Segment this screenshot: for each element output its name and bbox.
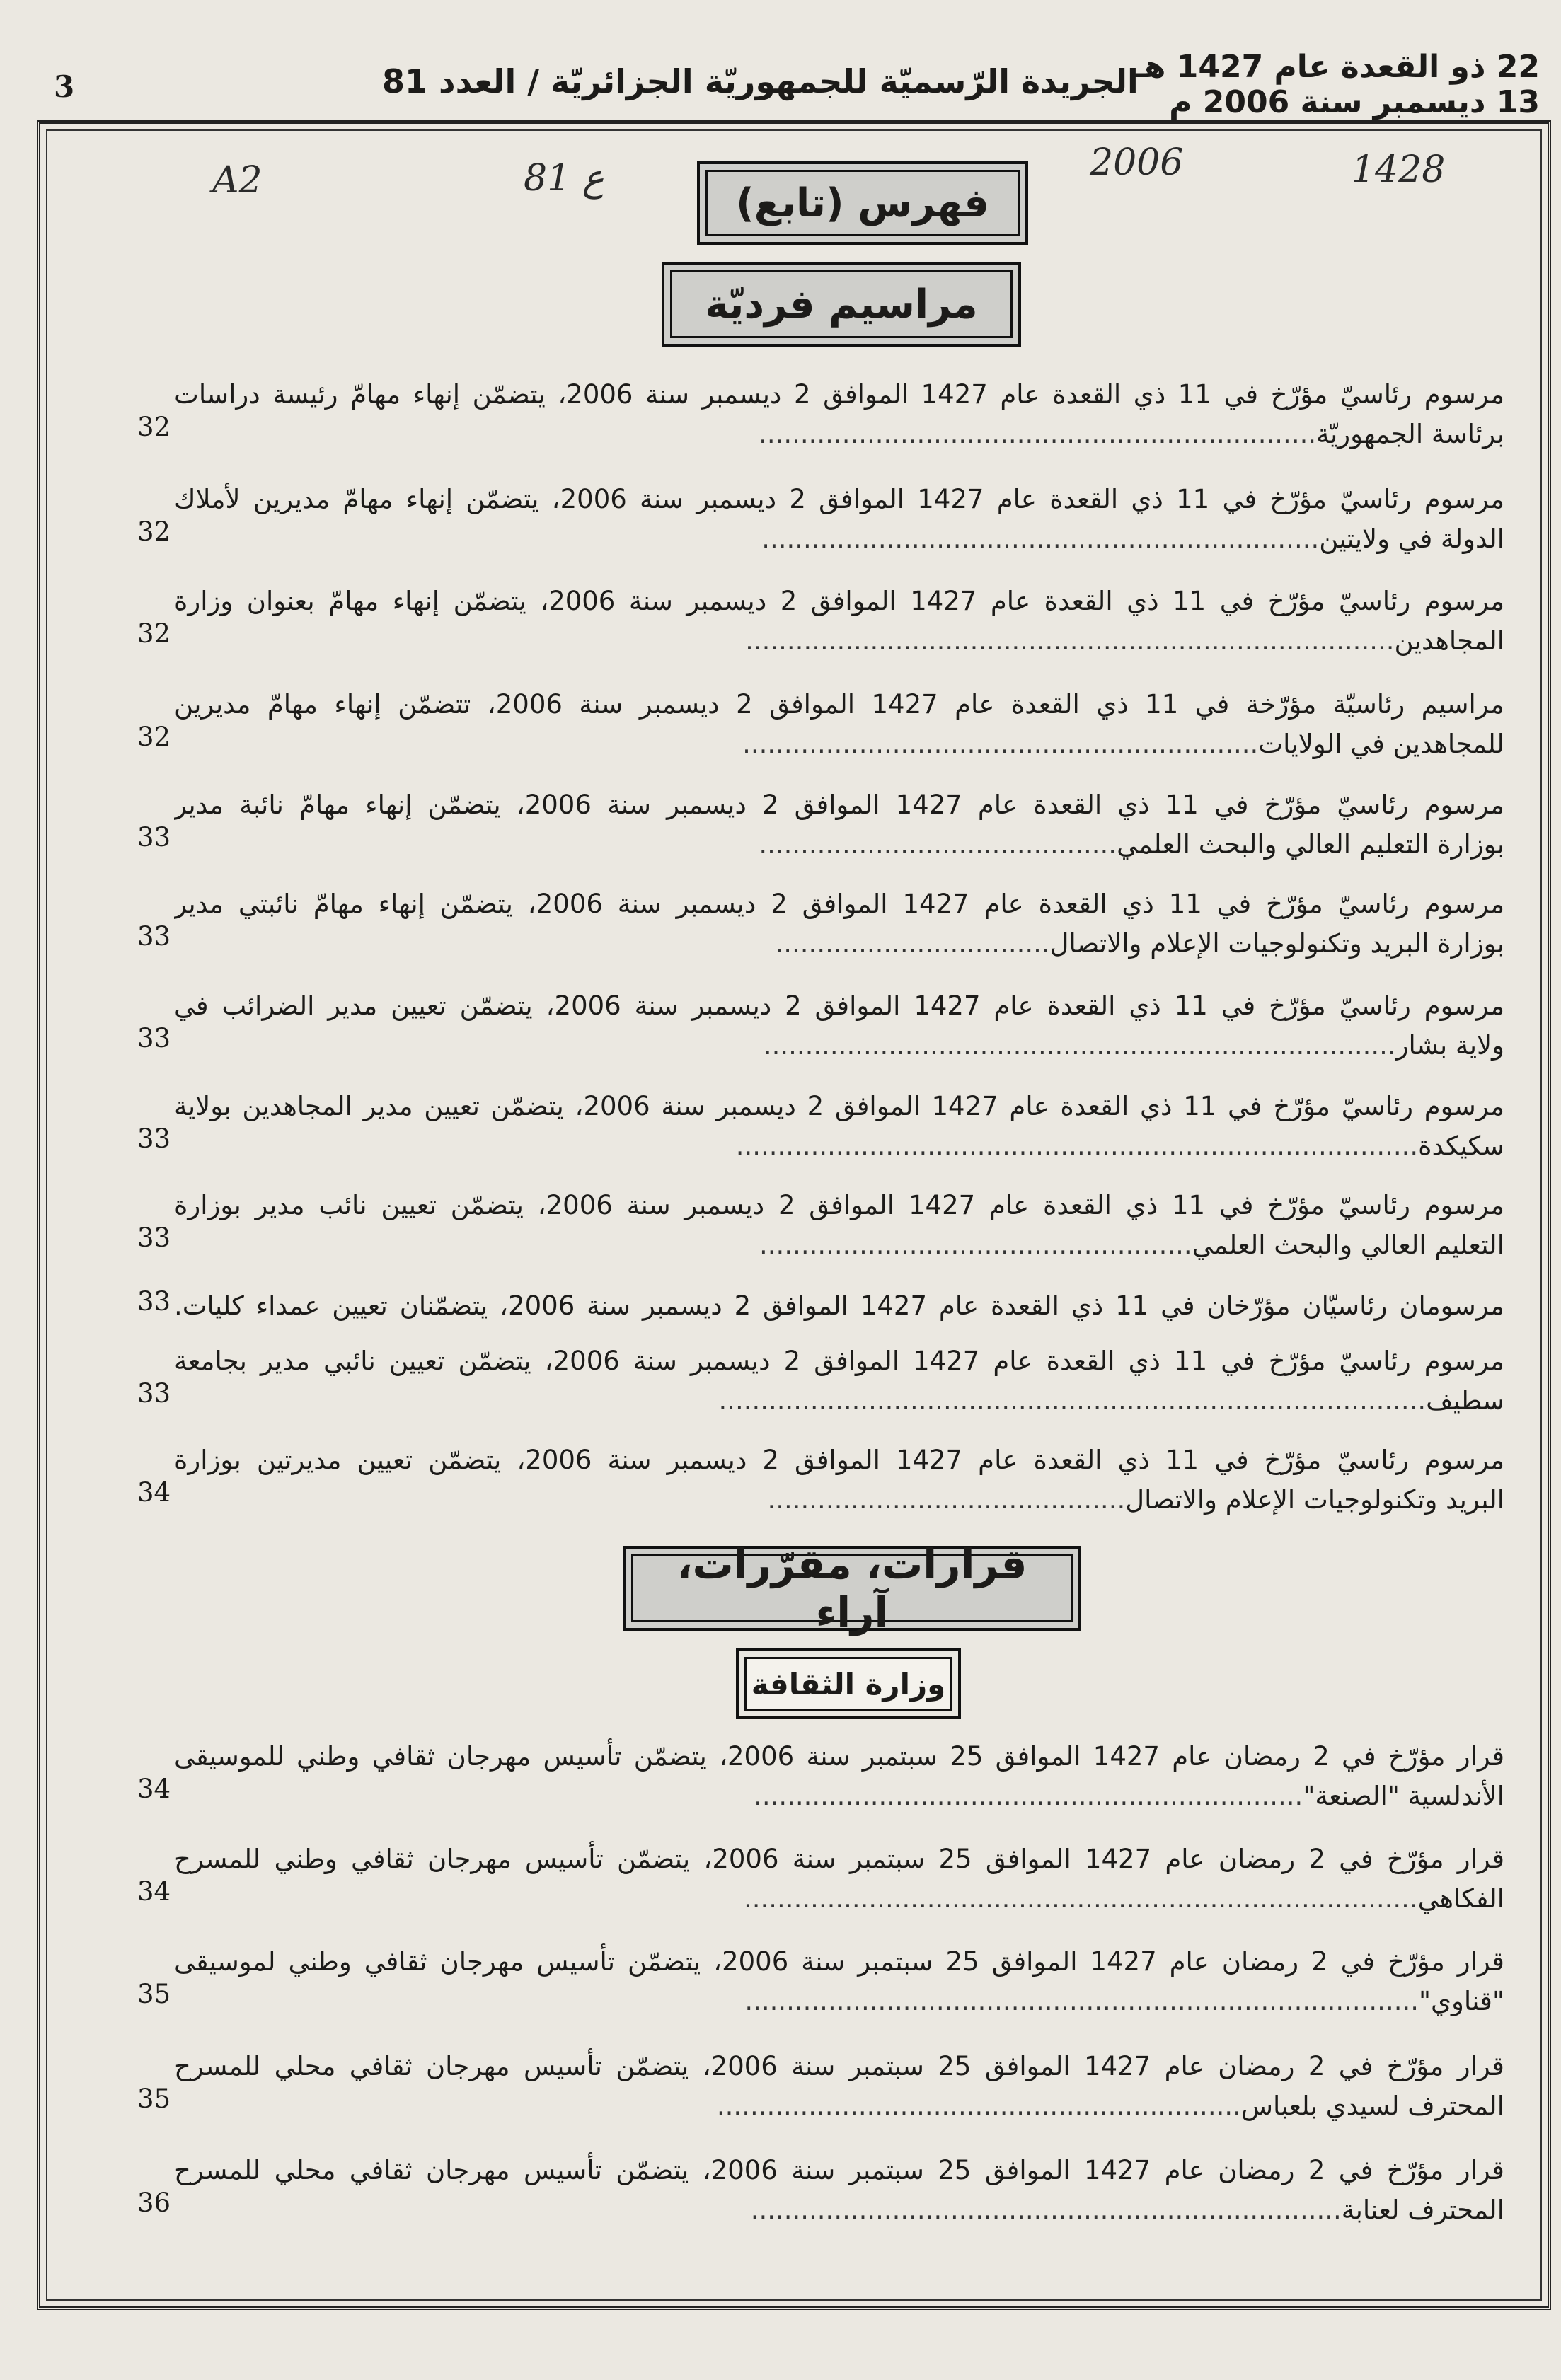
entry-text-line1: مرسوم رئاسيّ مؤرّخ في 11 ذي القعدة عام 1427 الموافق 2 ديسمبر سنة 2006، يتضمّن تعيين مديرتين بوزارة: [174, 1445, 1504, 1475]
entry-text-line2-label: للمجاهدين في الولايات: [1258, 729, 1504, 759]
decisions-title: قرارات، مقرّرات، آراء: [631, 1554, 1073, 1622]
entry-text-line1: قرار مؤرّخ في 2 رمضان عام 1427 الموافق 25 سبتمبر سنة 2006، يتضمّن تأسيس مهرجان ثقافي وطني للمسرح: [174, 1844, 1504, 1874]
entry-page-number: 32: [137, 516, 171, 547]
entry-text-line1: مرسوم رئاسيّ مؤرّخ في 11 ذي القعدة عام 1427 الموافق 2 ديسمبر سنة 2006، يتضمّن تعيين مدير المجاهدين بولاية: [174, 1091, 1504, 1121]
leader-dots: .......................................................................: [750, 2195, 1342, 2225]
leader-dots: ...................................................................: [761, 524, 1320, 554]
entry-text-line2-label: برئاسة الجمهوريّة: [1316, 419, 1504, 449]
entry-text-line2-label: سطيف: [1426, 1385, 1504, 1416]
leader-dots: ...........................................: [767, 1484, 1126, 1515]
gazette-title: الجريدة الرّسميّة للجمهوريّة الجزائريّة / العدد 81: [382, 62, 1139, 100]
entry-text-line2-label: الدولة في ولايتين: [1319, 524, 1504, 554]
entry-page-number: 33: [137, 1378, 171, 1409]
leader-dots: ...............................................................: [716, 2091, 1241, 2121]
entry-page-number: 33: [137, 1286, 171, 1317]
decision-entry: [137, 1942, 1504, 2021]
entry-page-number: 32: [137, 722, 171, 752]
entry-text-line2-label: التعليم العالي والبحث العلمي: [1192, 1230, 1504, 1260]
entry-text-line2-label: بوزارة التعليم العالي والبحث العلمي: [1117, 829, 1504, 860]
date-gregorian: 13 ديسمبر سنة 2006 م: [1169, 84, 1540, 120]
leader-dots: ............................................................................: [763, 1030, 1396, 1061]
index-continued-title: فهرس (تابع): [705, 170, 1020, 236]
entry-text-line1: مرسوم رئاسيّ مؤرّخ في 11 ذي القعدة عام 1427 الموافق 2 ديسمبر سنة 2006، يتضمّن إنهاء مهامّ نائبتي مدير: [174, 889, 1504, 919]
decision-entry: [137, 2047, 1504, 2126]
entry-page-number: 33: [137, 1123, 171, 1154]
entry-text-line2-label: بوزارة البريد وتكنولوجيات الإعلام والاتصال: [1049, 928, 1504, 959]
ministry-culture-title: وزارة الثقافة: [744, 1657, 952, 1711]
entry-text-line1: مرسوم رئاسيّ مؤرّخ في 11 ذي القعدة عام 1427 الموافق 2 ديسمبر سنة 2006، يتضمّن تعيين نائب مدير بوزارة: [174, 1190, 1504, 1220]
entry-text-line1: قرار مؤرّخ في 2 رمضان عام 1427 الموافق 25 سبتمبر سنة 2006، يتضمّن تأسيس مهرجان ثقافي وطني للموسيقى: [174, 1741, 1504, 1772]
leader-dots: ...........................................: [759, 829, 1117, 860]
entry-text-line2-label: ولاية بشار: [1395, 1030, 1504, 1061]
entry-text-line2-label: سكيكدة: [1418, 1131, 1504, 1161]
leader-dots: .................................................................................: [744, 1986, 1419, 2016]
entry-text-line2: [174, 1982, 1504, 2021]
decision-entry: [137, 1737, 1504, 1816]
entry-text-line1: مرسوم رئاسيّ مؤرّخ في 11 ذي القعدة عام 1427 الموافق 2 ديسمبر سنة 2006، يتضمّن إنهاء مهامّ نائبة مدير: [174, 790, 1504, 820]
entry-text-line2-label: الفكاهي: [1417, 1883, 1504, 1914]
entry-text-line1: مرسوم رئاسيّ مؤرّخ في 11 ذي القعدة عام 1427 الموافق 2 ديسمبر سنة 2006، يتضمّن تعيين مدير الضرائب في: [174, 990, 1504, 1021]
entry-text-line2: [174, 2190, 1504, 2230]
entry-text-line1: مرسومان رئاسيّان مؤرّخان في 11 ذي القعدة عام 1427 الموافق 2 ديسمبر سنة 2006، يتضمّنان تعيين عمداء كليات.: [174, 1290, 1504, 1321]
entry-page-number: 32: [137, 412, 171, 442]
entry-page-number: 34: [137, 1774, 171, 1804]
handwriting-c: 2006: [1090, 141, 1184, 184]
decision-entry: [137, 1839, 1504, 1919]
entry-page-number: 34: [137, 1477, 171, 1508]
entry-text-line1: قرار مؤرّخ في 2 رمضان عام 1427 الموافق 25 سبتمبر سنة 2006، يتضمّن تأسيس مهرجان ثقافي محلي للمسرح: [174, 2051, 1504, 2081]
entry-text-line2-label: المحترف لسيدي بلعباس: [1240, 2091, 1504, 2121]
entry-text-line1: مرسوم رئاسيّ مؤرّخ في 11 ذي القعدة عام 1427 الموافق 2 ديسمبر سنة 2006، يتضمّن إنهاء مهامّ مديرين لأملاك: [174, 484, 1504, 514]
handwriting-d: 1428: [1352, 149, 1446, 191]
leader-dots: ....................................................: [759, 1230, 1192, 1260]
entry-text-line1: قرار مؤرّخ في 2 رمضان عام 1427 الموافق 25 سبتمبر سنة 2006، يتضمّن تأسيس مهرجان ثقافي محلي للمسرح: [174, 2155, 1504, 2185]
page-number: 3: [54, 69, 75, 104]
handwriting-a: A2: [212, 159, 263, 202]
leader-dots: ..............................................................................: [745, 625, 1395, 656]
handwriting-b: ع 81: [524, 157, 604, 200]
entry-text-line2: [174, 1879, 1504, 1919]
leader-dots: .....................................................................................: [718, 1385, 1427, 1416]
entry-page-number: 34: [137, 1876, 171, 1907]
entry-page-number: 35: [137, 2084, 171, 2114]
entry-page-number: 32: [137, 618, 171, 649]
entry-text-line1: قرار مؤرّخ في 2 رمضان عام 1427 الموافق 25 سبتمبر سنة 2006، يتضمّن تأسيس مهرجان ثقافي وطني لموسيقى: [174, 1946, 1504, 1977]
decision-entry: [137, 2151, 1504, 2230]
leader-dots: ...................................................................: [759, 419, 1317, 449]
date-hijri: 22 ذو القعدة عام 1427 هـ: [1133, 49, 1540, 85]
leader-dots: ..................................................................: [754, 1781, 1303, 1811]
entry-text-line2: [174, 1777, 1504, 1816]
leader-dots: ..................................................................................: [735, 1131, 1419, 1161]
leader-dots: .................................................................................: [744, 1883, 1418, 1914]
entry-page-number: 35: [137, 1979, 171, 2009]
entry-text-line2-label: المحترف لعنابة: [1341, 2195, 1504, 2225]
entry-text-line2-label: "قناوي": [1419, 1986, 1504, 2016]
entry-page-number: 33: [137, 921, 171, 952]
entry-page-number: 36: [137, 2188, 171, 2218]
entry-text-line1: مرسوم رئاسيّ مؤرّخ في 11 ذي القعدة عام 1427 الموافق 2 ديسمبر سنة 2006، يتضمّن إنهاء مهامّ رئيسة دراسات: [174, 379, 1504, 410]
entry-text-line1: مرسوم رئاسيّ مؤرّخ في 11 ذي القعدة عام 1427 الموافق 2 ديسمبر سنة 2006، يتضمّن تعيين نائبي مدير بجامعة: [174, 1346, 1504, 1376]
entry-text-line2-label: الأندلسية "الصنعة": [1303, 1781, 1504, 1811]
entry-page-number: 33: [137, 1223, 171, 1253]
entry-text-line2-label: المجاهدين: [1394, 625, 1504, 656]
entry-text-line2: [174, 2086, 1504, 2126]
entry-text-line2-label: البريد وتكنولوجيات الإعلام والاتصال: [1125, 1484, 1504, 1515]
entry-text-line1: مراسيم رئاسيّة مؤرّخة في 11 ذي القعدة عام 1427 الموافق 2 ديسمبر سنة 2006، تتضمّن إنهاء مهامّ مديرين: [174, 689, 1504, 720]
entry-page-number: 33: [137, 822, 171, 853]
leader-dots: .................................: [775, 928, 1050, 959]
leader-dots: ..............................................................: [742, 729, 1259, 759]
entry-text-line1: مرسوم رئاسيّ مؤرّخ في 11 ذي القعدة عام 1427 الموافق 2 ديسمبر سنة 2006، يتضمّن إنهاء مهامّ بعنوان وزارة: [174, 586, 1504, 616]
entry-page-number: 33: [137, 1023, 171, 1053]
individual-decrees-title: مراسيم فرديّة: [670, 270, 1013, 338]
